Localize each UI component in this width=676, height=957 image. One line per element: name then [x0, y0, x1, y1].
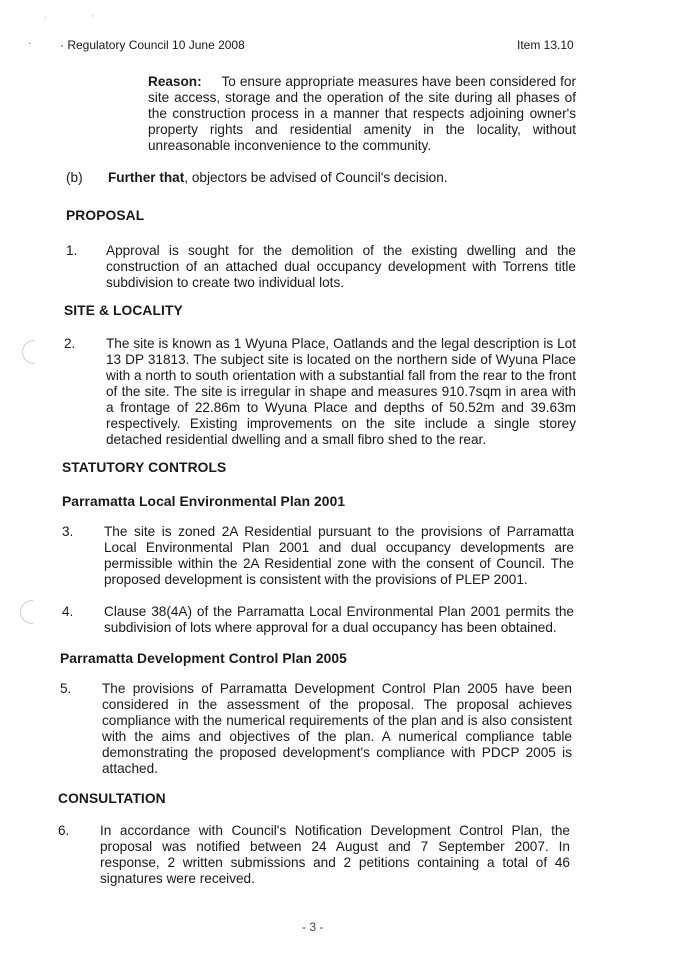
heading-statutory-controls: STATUTORY CONTROLS [62, 460, 227, 475]
scan-speck: · [28, 38, 32, 49]
para-4: Clause 38(4A) of the Parramatta Local Environmental Plan 2001 permits the subdivision of lots where approval for a dual occupancy has been obtained. [104, 604, 574, 635]
header-meeting: · Regulatory Council 10 June 2008 [60, 38, 245, 52]
para-4-number: 4. [62, 604, 74, 619]
para-1-number: 1. [66, 243, 78, 258]
heading-pdcp: Parramatta Development Control Plan 2005 [60, 651, 347, 666]
heading-site-locality: SITE & LOCALITY [64, 303, 183, 318]
item-b-number: (b) [66, 170, 83, 185]
para-2-number: 2. [64, 336, 76, 351]
header-item-number: Item 13.10 [517, 38, 574, 52]
reason-label: Reason: [148, 74, 202, 89]
item-b-text: , objectors be advised of Council's decision. [184, 170, 448, 185]
heading-consultation: CONSULTATION [58, 791, 166, 806]
scan-speck: ' [92, 14, 94, 25]
item-b-paragraph [108, 170, 578, 186]
punch-hole-mark [20, 600, 33, 624]
para-5-number: 5. [60, 681, 72, 696]
punch-hole-mark [22, 340, 35, 364]
scan-speck: · [44, 12, 48, 23]
para-3: The site is zoned 2A Residential pursuant to the provisions of Parramatta Local Environmental Plan 2001 and dual occupancy developments are permissible within the 2A Residential zone with the consent of Council. The proposed development is consistent with the provisions of PLEP 2001. [104, 524, 574, 587]
page-number: - 3 - [302, 920, 324, 934]
heading-plep: Parramatta Local Environmental Plan 2001 [62, 494, 346, 509]
reason-paragraph [148, 74, 576, 154]
para-2: The site is known as 1 Wyuna Place, Oatlands and the legal description is Lot 13 DP 31813. The subject site is located on the northern side of Wyuna Place with a north to south orientation with a substantial fall from the rear to the front of the site. The site is irregular in shape and measures 910.7sqm in area with a frontage of 22.86m to Wyuna Place and depths of 50.52m and 39.63m respectively. Existing improvements on the site include a single storey detached residential dwelling and a small fibro shed to the rear. [106, 336, 576, 447]
para-1: Approval is sought for the demolition of the existing dwelling and the construction of an attached dual occupancy development with Torrens title subdivision to create two individual lots. [106, 243, 576, 290]
para-6: In accordance with Council's Notification Development Control Plan, the proposal was notified between 24 August and 7 September 2007. In response, 2 written submissions and 2 petitions containing a total of 46 signatures were received. [100, 823, 570, 886]
reason-text: To ensure appropriate measures have been considered for site access, storage and the operation of the site during all phases of the construction process in a manner that respects adjoining owner's property rights and residential amenity in the locality, without unreasonable inconvenience to the community. [148, 74, 576, 153]
item-b-bold: Further that [108, 170, 185, 185]
para-3-number: 3. [62, 524, 74, 539]
para-5: The provisions of Parramatta Development Control Plan 2005 have been considered in the assessment of the proposal. The proposal achieves compliance with the numerical requirements of the plan and is also consistent with the aims and objectives of the plan. A numerical compliance table demonstrating the proposed development's compliance with PDCP 2005 is attached. [102, 681, 572, 776]
para-6-number: 6. [58, 823, 70, 838]
heading-proposal: PROPOSAL [66, 208, 145, 223]
